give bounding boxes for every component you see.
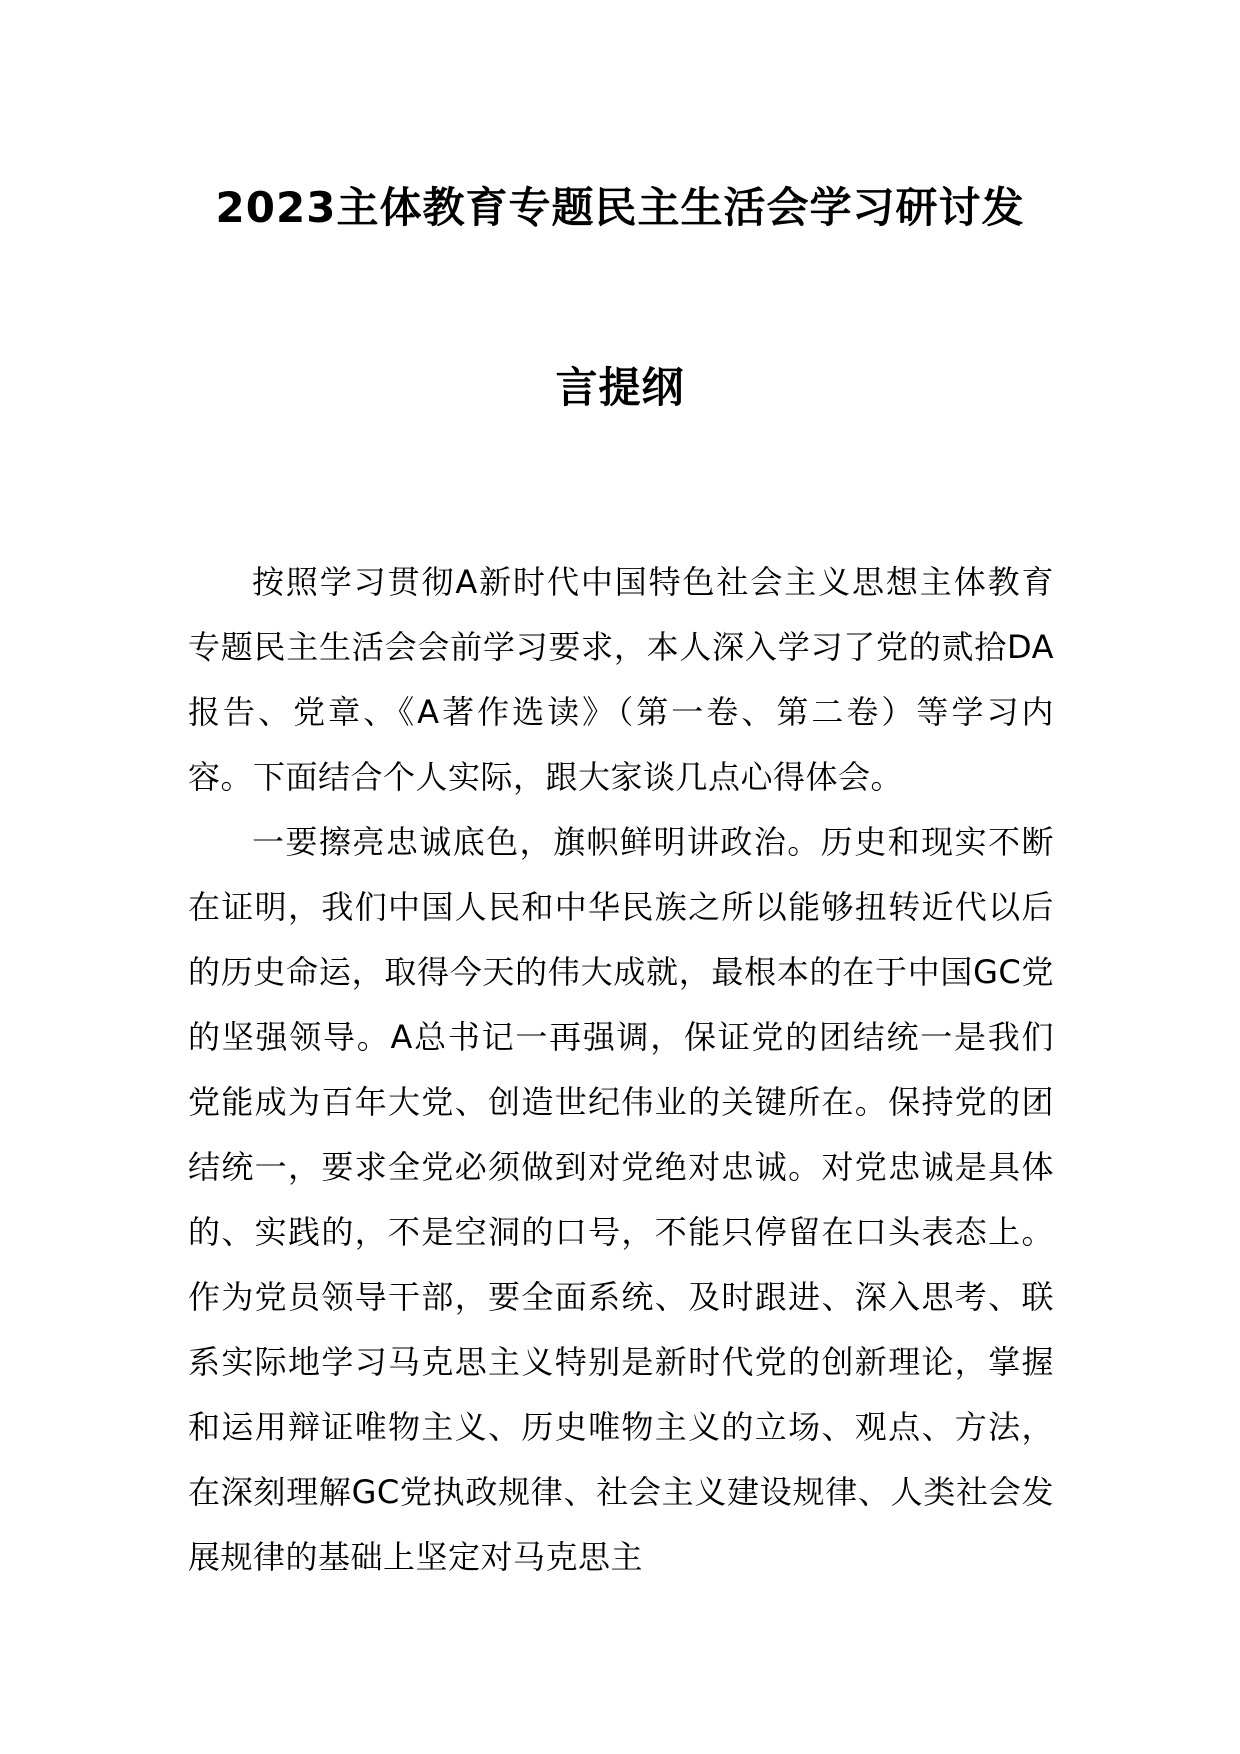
paragraph-intro: 按照学习贯彻A新时代中国特色社会主义思想主体教育专题民主生活会会前学习要求，本人深入学习了党的贰拾DA报告、党章、《A著作选读》（第一卷、第二卷）等学习内容。下面结合个人实际，跟大家谈几点心得体会。 xyxy=(188,563,1054,796)
document-title-line-1: 2023主体教育专题民主生活会学习研讨发 xyxy=(215,183,1025,232)
document-body xyxy=(188,550,1054,1590)
document-title-line-2: 言提纲 xyxy=(555,363,685,412)
paragraph-loyalty: 一要擦亮忠诚底色，旗帜鲜明讲政治。历史和现实不断在证明，我们中国人民和中华民族之所以能够扭转近代以后的历史命运，取得今天的伟大成就，最根本的在于中国GC党的坚强领导。A总书记一再强调，保证党的团结统一是我们党能成为百年大党、创造世纪伟业的关键所在。保持党的团结统一，要求全党必须做到对党绝对忠诚。对党忠诚是具体的、实践的，不是空洞的口号，不能只停留在口头表态上。作为党员领导干部，要全面系统、及时跟进、深入思考、联系实际地学习马克思主义特别是新时代党的创新理论，掌握和运用辩证唯物主义、历史唯物主义的立场、观点、方法，在深刻理解GC党执政规律、社会主义建设规律、人类社会发展规律的基础上坚定对马克思主 xyxy=(188,823,1054,1576)
